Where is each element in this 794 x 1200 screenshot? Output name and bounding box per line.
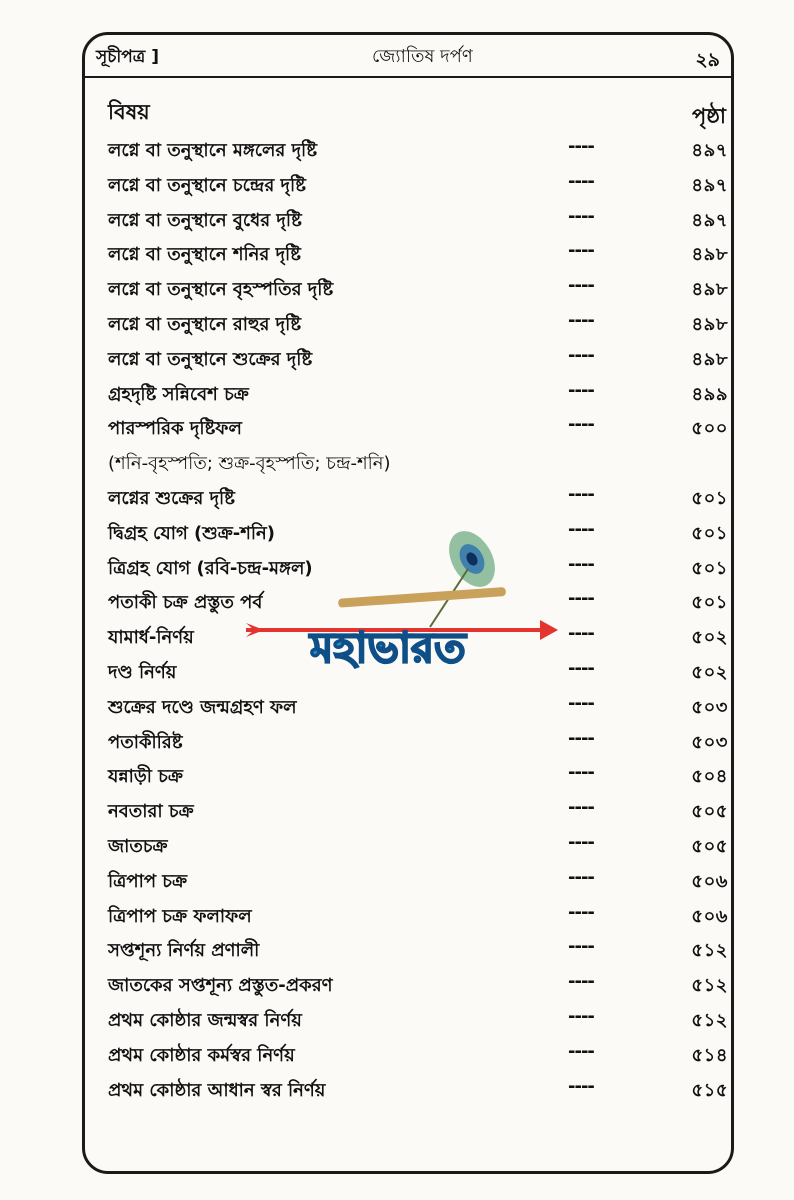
leader-dash: ---- [568,483,594,505]
page-ref: ৫১২ [691,975,728,997]
topic-text: পারস্পরিক দৃষ্টিফল [108,418,242,440]
topic-text: লগ্নে বা তনুস্থানে মঙ্গলের দৃষ্টি [108,140,317,161]
topic-text: ত্রিগ্রহ যোগ (রবি-চন্দ্র-মঙ্গল) [108,557,313,579]
header-rule [84,76,732,78]
topic-text: লগ্নে বা তনুস্থানে রাহুর দৃষ্টি [108,313,302,335]
leader-dash: ---- [568,309,594,331]
topic-text: যন্নাড়ী চক্র [108,766,183,788]
page-ref: ৫১৪ [691,1044,728,1066]
leader-dash: ---- [568,240,594,262]
page-ref: ৫০২ [691,661,728,683]
list-item [108,341,728,376]
list-item [108,863,728,898]
topic-text: নবতারা চক্র [108,801,194,823]
list-item [108,480,728,515]
topic-text: লগ্নে বা তনুস্থানে শনির দৃষ্টি [108,244,301,266]
leader-dash: ---- [568,657,594,679]
list-item [108,202,728,237]
page-ref: ৪৯৮ [691,244,728,266]
list-item [108,1002,728,1037]
page-ref: ৫০৩ [691,731,728,753]
leader-dash: ---- [568,275,594,297]
page-ref: ৪৯৮ [691,348,728,370]
list-item [108,932,728,967]
leader-dash: ---- [568,1040,594,1062]
leader-dash: ---- [568,762,594,784]
topic-text: পতাকী চক্র প্রস্তুত পর্ব [108,592,263,614]
leader-dash: ---- [568,1005,594,1027]
list-item [108,410,728,445]
leader-dash: ---- [568,344,594,366]
list-item [108,236,728,271]
topic-text: দণ্ড নির্ণয় [108,661,177,683]
page-ref: ৫০১ [691,522,728,544]
topic-text: লগ্নে বা তনুস্থানে বুধের দৃষ্টি [108,209,302,231]
topic-text: সপ্তশূন্য নির্ণয় প্রণালী [108,940,260,962]
leader-dash: ---- [568,727,594,749]
page-ref: ৫০২ [691,627,728,649]
topic-text: গ্রহদৃষ্টি সন্নিবেশ চক্র [108,383,249,405]
topic-text: (শনি-বৃহস্পতি; শুক্র-বৃহস্পতি; চন্দ্র-শনি) [108,453,391,475]
topic-text: দ্বিগ্রহ যোগ (শুক্র-শনি) [108,522,276,544]
topic-column-header: বিষয় [108,100,150,124]
section-label: সূচীপত্র ] [96,47,159,67]
leader-dash: ---- [568,1075,594,1097]
page-ref: ৫০১ [691,487,728,509]
topic-text: জাতকের সপ্তশূন্য প্রস্তুত-প্রকরণ [108,975,333,997]
topic-text: লগ্নে বা তনুস্থানে বৃহস্পতির দৃষ্টি [108,279,334,301]
page-ref: ৪৯৮ [691,313,728,335]
page-number: ২৯ [695,49,720,71]
book-title: জ্যোতিষ দর্পণ [372,46,473,67]
page-ref: ৪৯৭ [691,174,728,196]
leader-dash: ---- [568,588,594,610]
list-item [108,724,728,759]
page-ref: ৫০৬ [691,905,728,927]
leader-dash: ---- [568,205,594,227]
list-item [108,793,728,828]
leader-dash: ---- [568,936,594,958]
topic-text: পতাকীরিষ্ট [108,731,183,753]
topic-text: লগ্নের শুক্রের দৃষ্টি [108,487,235,509]
list-item [108,271,728,306]
list-item-note [108,445,728,480]
topic-text: প্রথম কোষ্ঠার জন্মস্বর নির্ণয় [108,1009,302,1031]
list-item [108,167,728,202]
page-ref: ৫০৩ [691,696,728,718]
page-ref: ৫০৫ [691,801,728,823]
leader-dash: ---- [568,518,594,540]
leader-dash: ---- [568,901,594,923]
topic-text: লগ্নে বা তনুস্থানে চন্দ্রের দৃষ্টি [108,174,306,196]
list-item [108,689,728,724]
leader-dash: ---- [568,831,594,853]
topic-text: ত্রিপাপ চক্র ফলাফল [108,905,252,927]
topic-text: শুক্রের দণ্ডে জন্মগ্রহণ ফল [108,696,297,718]
topic-text: প্রথম কোষ্ঠার আধান স্বর নির্ণয় [108,1079,326,1101]
page-ref: ৫০৫ [691,835,728,857]
leader-dash: ---- [568,797,594,819]
page-ref: ৫১৫ [691,1079,728,1101]
page-ref: ৪৯৭ [691,209,728,231]
leader-dash: ---- [568,866,594,888]
topic-text: লগ্নে বা তনুস্থানে শুক্রের দৃষ্টি [108,348,313,370]
topic-text: ত্রিপাপ চক্র [108,870,188,892]
leader-dash: ---- [568,971,594,993]
leader-dash: ---- [568,553,594,575]
page-ref: ৪৯৮ [691,279,728,301]
list-item [108,132,728,167]
topic-text: প্রথম কোষ্ঠার কর্মস্বর নির্ণয় [108,1044,295,1066]
page-ref: ৪৯৭ [691,140,728,161]
page-ref: ৫০৬ [691,870,728,892]
list-item [108,376,728,411]
list-item [108,758,728,793]
leader-dash: ---- [568,170,594,192]
leader-dash: ---- [568,379,594,401]
leader-dash: ---- [568,414,594,436]
list-item [108,1072,728,1107]
leader-dash: ---- [568,692,594,714]
watermark-text: মহাভারত [310,623,466,672]
page-ref: ৫০১ [691,592,728,614]
page-column-header: পৃষ্ঠা [691,104,726,128]
list-item [108,967,728,1002]
page-ref: ৫০৪ [691,766,728,788]
page-ref: ৪৯৯ [691,383,728,405]
page-ref: ৫১২ [691,940,728,962]
watermark-logo [240,525,560,675]
leader-dash: ---- [568,623,594,645]
leader-dash: ---- [568,136,594,157]
list-item [108,1037,728,1072]
list-item [108,306,728,341]
list-item [108,828,728,863]
page-ref: ৫১২ [691,1009,728,1031]
page-ref: ৫০১ [691,557,728,579]
page-ref: ৫০০ [691,418,728,440]
topic-text: যামার্ধ-নির্ণয় [108,627,194,649]
list-item [108,898,728,933]
topic-text: জাতচক্র [108,835,168,857]
